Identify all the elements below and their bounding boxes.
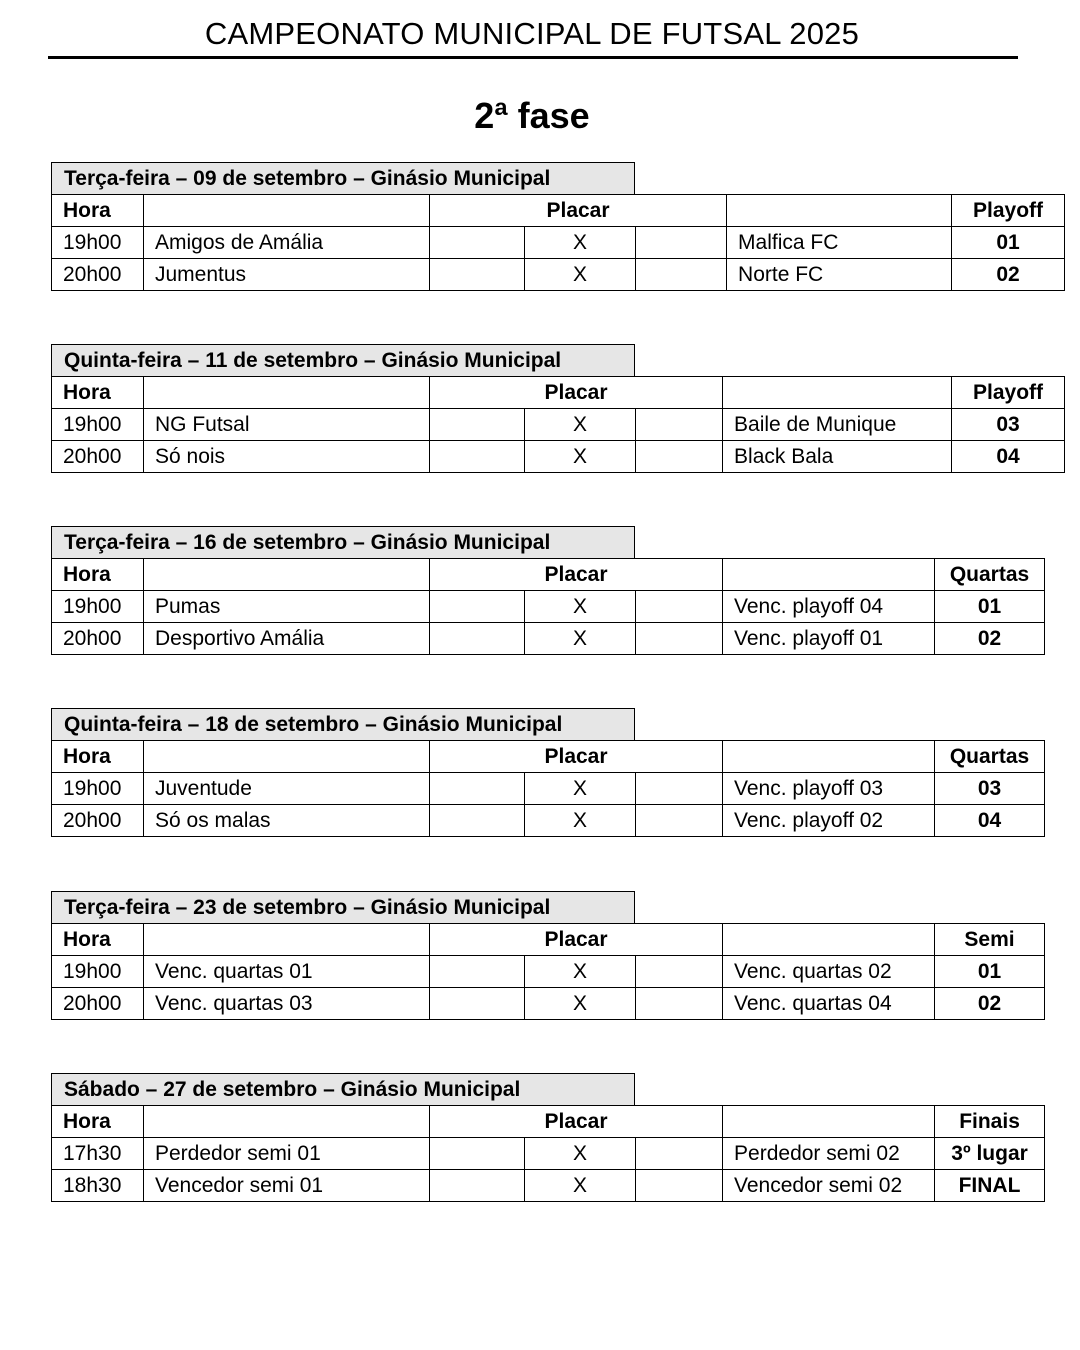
stage-header: Finais xyxy=(935,1106,1045,1138)
home-team: Perdedor semi 01 xyxy=(144,1138,430,1170)
table-header-row xyxy=(52,377,1065,409)
game-time: 19h00 xyxy=(52,773,144,805)
home-team: Pumas xyxy=(144,591,430,623)
header-spacer xyxy=(723,559,935,591)
day-header: Terça-feira – 16 de setembro – Ginásio Municipal xyxy=(51,526,635,558)
home-score xyxy=(430,441,525,473)
away-score xyxy=(636,1170,723,1202)
placar-header: Placar xyxy=(430,1106,723,1138)
title-underline xyxy=(48,56,1018,59)
game-code: 3º lugar xyxy=(935,1138,1045,1170)
table-header-row xyxy=(52,741,1045,773)
game-code: 02 xyxy=(935,623,1045,655)
header-spacer xyxy=(723,1106,935,1138)
game-time: 19h00 xyxy=(52,409,144,441)
away-team: Venc. quartas 02 xyxy=(723,956,935,988)
versus-mark: X xyxy=(525,227,636,259)
header-spacer xyxy=(723,741,935,773)
away-team: Venc. playoff 03 xyxy=(723,773,935,805)
home-score xyxy=(430,988,525,1020)
away-team: Perdedor semi 02 xyxy=(723,1138,935,1170)
game-row xyxy=(52,409,1065,441)
away-score xyxy=(636,259,727,291)
header-spacer xyxy=(144,924,430,956)
game-code: 01 xyxy=(952,227,1065,259)
games-table xyxy=(51,740,1045,837)
table-header-row xyxy=(52,1106,1045,1138)
versus-mark: X xyxy=(525,1170,636,1202)
table-header-row xyxy=(52,195,1065,227)
home-score xyxy=(430,409,525,441)
versus-mark: X xyxy=(525,259,636,291)
home-team: NG Futsal xyxy=(144,409,430,441)
home-score xyxy=(430,773,525,805)
home-score xyxy=(430,805,525,837)
games-table xyxy=(51,376,1065,473)
document-title: CAMPEONATO MUNICIPAL DE FUTSAL 2025 xyxy=(204,16,860,51)
games-table xyxy=(51,923,1045,1020)
versus-mark: X xyxy=(525,805,636,837)
hora-header: Hora xyxy=(52,377,144,409)
away-score xyxy=(636,623,723,655)
home-score xyxy=(430,227,525,259)
game-code: 02 xyxy=(935,988,1045,1020)
placar-header: Placar xyxy=(430,195,727,227)
home-team: Juventude xyxy=(144,773,430,805)
game-time: 19h00 xyxy=(52,227,144,259)
away-team: Black Bala xyxy=(723,441,952,473)
away-team: Venc. playoff 02 xyxy=(723,805,935,837)
away-team: Malfica FC xyxy=(727,227,952,259)
away-score xyxy=(636,988,723,1020)
home-team: Só os malas xyxy=(144,805,430,837)
day-header: Quinta-feira – 18 de setembro – Ginásio Municipal xyxy=(51,708,635,740)
versus-mark: X xyxy=(525,623,636,655)
game-code: 02 xyxy=(952,259,1065,291)
away-score xyxy=(636,441,723,473)
game-time: 20h00 xyxy=(52,988,144,1020)
hora-header: Hora xyxy=(52,741,144,773)
table-header-row xyxy=(52,559,1045,591)
away-score xyxy=(636,773,723,805)
home-team: Amigos de Amália xyxy=(144,227,430,259)
game-time: 20h00 xyxy=(52,441,144,473)
away-team: Vencedor semi 02 xyxy=(723,1170,935,1202)
home-team: Venc. quartas 03 xyxy=(144,988,430,1020)
game-row xyxy=(52,441,1065,473)
games-table xyxy=(51,1105,1045,1202)
game-row xyxy=(52,591,1045,623)
game-time: 19h00 xyxy=(52,956,144,988)
game-time: 18h30 xyxy=(52,1170,144,1202)
hora-header: Hora xyxy=(52,559,144,591)
stage-header: Quartas xyxy=(935,741,1045,773)
games-table xyxy=(51,558,1045,655)
away-team: Norte FC xyxy=(727,259,952,291)
away-team: Venc. playoff 01 xyxy=(723,623,935,655)
header-spacer xyxy=(727,195,952,227)
away-score xyxy=(636,956,723,988)
header-spacer xyxy=(144,741,430,773)
game-row xyxy=(52,623,1045,655)
home-team: Vencedor semi 01 xyxy=(144,1170,430,1202)
home-score xyxy=(430,956,525,988)
phase-title: 2ª fase xyxy=(474,95,590,136)
placar-header: Placar xyxy=(430,559,723,591)
game-time: 20h00 xyxy=(52,259,144,291)
game-code: 03 xyxy=(935,773,1045,805)
hora-header: Hora xyxy=(52,1106,144,1138)
placar-header: Placar xyxy=(430,924,723,956)
table-header-row xyxy=(52,924,1045,956)
away-score xyxy=(636,805,723,837)
home-team: Só nois xyxy=(144,441,430,473)
game-code: 01 xyxy=(935,591,1045,623)
header-spacer xyxy=(144,1106,430,1138)
game-row xyxy=(52,773,1045,805)
games-table xyxy=(51,194,1065,291)
header-spacer xyxy=(144,559,430,591)
stage-header: Quartas xyxy=(935,559,1045,591)
home-score xyxy=(430,1138,525,1170)
day-header: Quinta-feira – 11 de setembro – Ginásio Municipal xyxy=(51,344,635,376)
hora-header: Hora xyxy=(52,924,144,956)
away-team: Venc. playoff 04 xyxy=(723,591,935,623)
game-row xyxy=(52,259,1065,291)
away-score xyxy=(636,227,727,259)
home-team: Venc. quartas 01 xyxy=(144,956,430,988)
away-team: Venc. quartas 04 xyxy=(723,988,935,1020)
hora-header: Hora xyxy=(52,195,144,227)
game-code: 04 xyxy=(952,441,1065,473)
game-code: 03 xyxy=(952,409,1065,441)
header-spacer xyxy=(144,195,430,227)
home-score xyxy=(430,623,525,655)
home-team: Jumentus xyxy=(144,259,430,291)
versus-mark: X xyxy=(525,988,636,1020)
game-time: 20h00 xyxy=(52,623,144,655)
header-spacer xyxy=(144,377,430,409)
header-spacer xyxy=(723,924,935,956)
versus-mark: X xyxy=(525,956,636,988)
game-code: 04 xyxy=(935,805,1045,837)
versus-mark: X xyxy=(525,591,636,623)
placar-header: Placar xyxy=(430,741,723,773)
versus-mark: X xyxy=(525,441,636,473)
game-time: 19h00 xyxy=(52,591,144,623)
stage-header: Playoff xyxy=(952,377,1065,409)
game-row xyxy=(52,1170,1045,1202)
home-score xyxy=(430,1170,525,1202)
game-time: 17h30 xyxy=(52,1138,144,1170)
home-score xyxy=(430,591,525,623)
versus-mark: X xyxy=(525,1138,636,1170)
header-spacer xyxy=(723,377,952,409)
game-code: 01 xyxy=(935,956,1045,988)
away-score xyxy=(636,1138,723,1170)
away-score xyxy=(636,591,723,623)
stage-header: Playoff xyxy=(952,195,1065,227)
day-header: Terça-feira – 09 de setembro – Ginásio Municipal xyxy=(51,162,635,194)
versus-mark: X xyxy=(525,773,636,805)
game-row xyxy=(52,227,1065,259)
away-team: Baile de Munique xyxy=(723,409,952,441)
home-team: Desportivo Amália xyxy=(144,623,430,655)
game-code: FINAL xyxy=(935,1170,1045,1202)
day-header: Sábado – 27 de setembro – Ginásio Municipal xyxy=(51,1073,635,1105)
home-score xyxy=(430,259,525,291)
game-time: 20h00 xyxy=(52,805,144,837)
away-score xyxy=(636,409,723,441)
day-header: Terça-feira – 23 de setembro – Ginásio Municipal xyxy=(51,891,635,923)
stage-header: Semi xyxy=(935,924,1045,956)
game-row xyxy=(52,956,1045,988)
game-row xyxy=(52,805,1045,837)
game-row xyxy=(52,988,1045,1020)
versus-mark: X xyxy=(525,409,636,441)
game-row xyxy=(52,1138,1045,1170)
placar-header: Placar xyxy=(430,377,723,409)
